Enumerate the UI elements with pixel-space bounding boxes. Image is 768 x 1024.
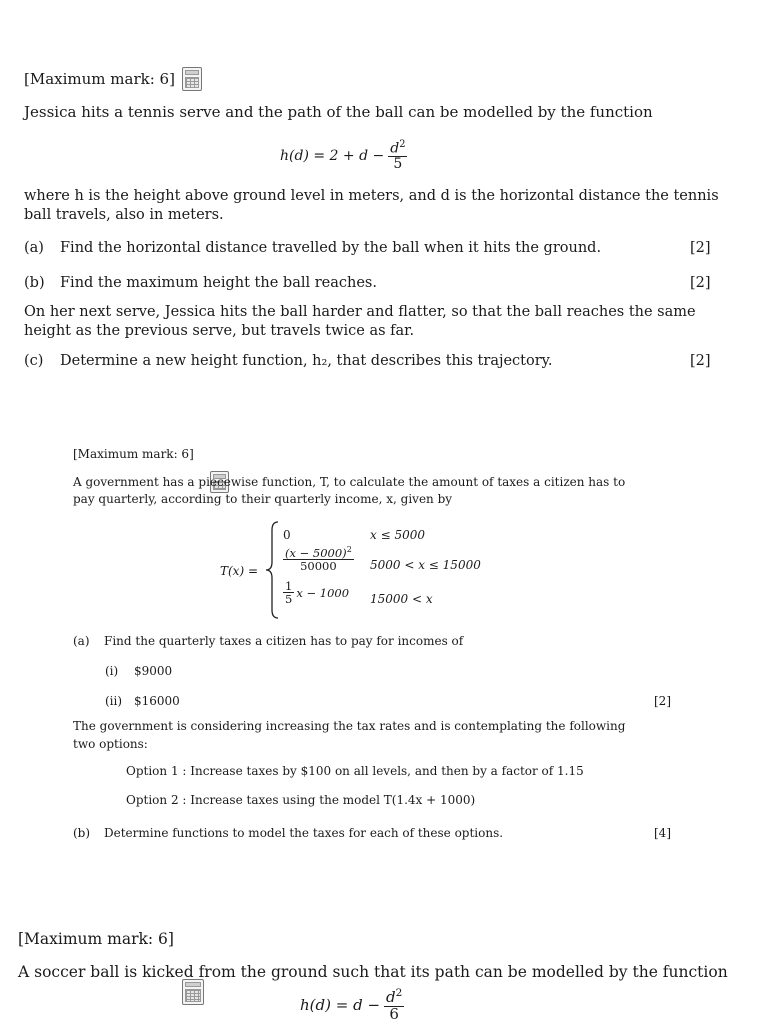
q1-part-c-label: (c) — [24, 353, 44, 369]
q2-case2-expr — [283, 546, 354, 572]
q2-func-lhs: T(x) = — [220, 564, 259, 578]
q3-formula-lhs: h(d) = d − — [300, 996, 381, 1015]
q1-part-c-mark: [2] — [690, 353, 711, 369]
q3-formula-fraction — [384, 988, 404, 1023]
q1-formula — [280, 140, 407, 172]
q2-max-mark: [Maximum mark: 6] — [73, 447, 194, 461]
q2-part-b-mark: [4] — [654, 826, 671, 840]
q1-formula-den: 5 — [393, 156, 403, 173]
q1-formula-num: d — [390, 140, 400, 157]
q1-part-b-mark: [2] — [690, 275, 711, 291]
q2-case2-cond: 5000 < x ≤ 15000 — [370, 558, 481, 572]
calculator-icon — [182, 979, 204, 1005]
q2-intro-line2: pay quarterly, according to their quarterly income, x, given by — [73, 492, 453, 506]
q2-part-a-text: Find the quarterly taxes a citizen has to pay for incomes of — [104, 634, 464, 648]
q2-sub-ii-label: (ii) — [105, 694, 123, 708]
q1-formula-fraction — [388, 140, 407, 172]
q1-part-b-text: Find the maximum height the ball reaches. — [60, 275, 377, 291]
q1-where-line2: ball travels, also in meters. — [24, 207, 224, 223]
q2-case2-den: 50000 — [300, 558, 337, 573]
q2-option-1: Option 1 : Increase taxes by $100 on all levels, and then by a factor of 1.15 — [126, 764, 584, 778]
q1-part-c-text: Determine a new height function, h₂, that describes this trajectory. — [60, 353, 553, 369]
q1-part-a-mark: [2] — [690, 240, 711, 256]
q2-sub-ii-text: $16000 — [134, 694, 180, 708]
q1-max-mark: [Maximum mark: 6] — [24, 70, 175, 88]
q3-formula-den: 6 — [389, 1004, 399, 1023]
q2-consider-line1: The government is considering increasing the tax rates and is contemplating the following — [73, 719, 626, 733]
q3-formula — [300, 988, 404, 1023]
q2-part-a-label: (a) — [73, 634, 90, 648]
q2-case3-num: 1 — [285, 579, 293, 593]
q1-next-line1: On her next serve, Jessica hits the ball harder and flatter, so that the ball reaches the same — [24, 304, 696, 320]
q2-intro-line1: A government has a piecewise function, T, to calculate the amount of taxes a citizen has to — [73, 475, 626, 489]
q3-formula-num-sup: 2 — [395, 987, 403, 999]
q1-intro: Jessica hits a tennis serve and the path of the ball can be modelled by the function — [24, 103, 653, 121]
q2-case1-cond: x ≤ 5000 — [370, 528, 425, 542]
q2-case3-rest: x − 1000 — [296, 585, 350, 600]
q2-sub-i-text: $9000 — [134, 664, 173, 678]
q3-formula-num: d — [386, 988, 396, 1006]
q2-consider-line2: two options: — [73, 737, 148, 751]
q2-case3-cond: 15000 < x — [370, 592, 433, 606]
q2-brace — [264, 520, 280, 620]
q2-case2-num: (x − 5000) — [285, 545, 347, 560]
q1-next-line2: height as the previous serve, but travels twice as far. — [24, 323, 415, 339]
q2-case3-den: 5 — [285, 592, 293, 607]
q1-part-a-text: Find the horizontal distance travelled by the ball when it hits the ground. — [60, 240, 602, 256]
q2-case1-expr: 0 — [283, 528, 291, 542]
q2-sub-i-label: (i) — [105, 664, 119, 678]
q1-part-b-label: (b) — [24, 275, 45, 291]
q3-intro: A soccer ball is kicked from the ground such that its path can be modelled by the function — [18, 963, 728, 981]
q2-part-b-label: (b) — [73, 826, 91, 840]
q2-option-2: Option 2 : Increase taxes using the model T(1.4x + 1000) — [126, 793, 476, 807]
q2-part-a-mark: [2] — [654, 694, 671, 708]
calculator-icon — [182, 67, 202, 91]
q1-part-a-label: (a) — [24, 240, 44, 256]
q2-case2-num-sup: 2 — [346, 545, 352, 554]
q2-case3-expr — [283, 580, 349, 605]
q1-formula-lhs: h(d) = 2 + d − — [280, 148, 385, 165]
q1-formula-num-sup: 2 — [399, 139, 406, 150]
q3-max-mark: [Maximum mark: 6] — [18, 930, 174, 948]
q1-where-line1: where h is the height above ground level in meters, and d is the horizontal distance the tennis — [24, 188, 719, 204]
question-1 — [0, 0, 768, 369]
q2-part-b-text: Determine functions to model the taxes for each of these options. — [104, 826, 504, 840]
